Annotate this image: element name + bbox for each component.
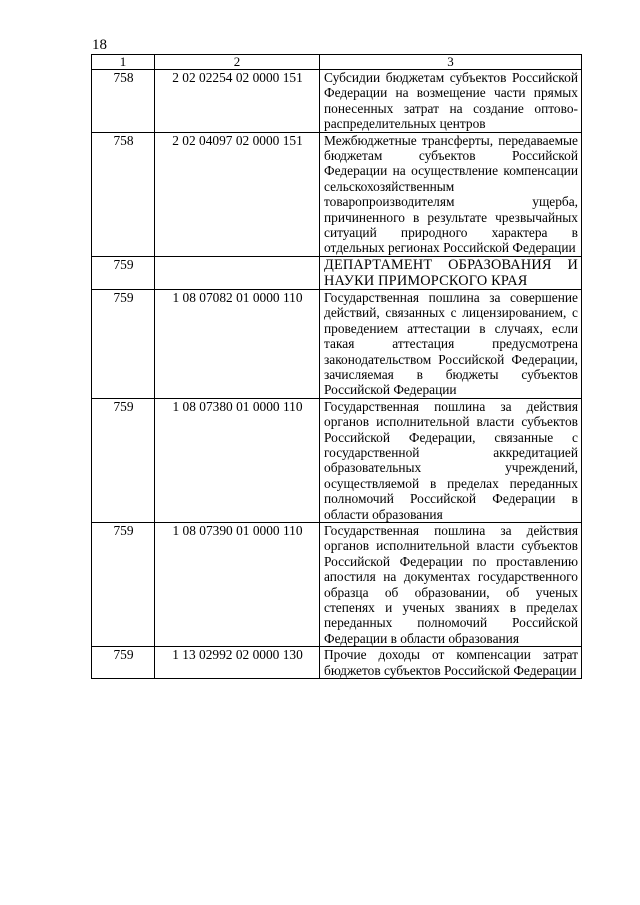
revenue-name-cell: Межбюджетные трансферты, передаваемые бюджетам субъектов Российской Федерации на осуществление компенсации сельскохозяйственным товаропроизводителям ущерба, причиненного в результате чрезвычайных ситуаций природного характера в отдельных регионах Российской Федерации — [320, 132, 582, 256]
admin-code-cell: 758 — [92, 132, 155, 256]
table-row — [92, 522, 582, 646]
column-header-2: 2 — [155, 55, 320, 70]
table-header-row — [92, 55, 582, 70]
revenue-name-cell: Государственная пошлина за действия органов исполнительной власти субъектов Российской Федерации, связанные с государственной аккредитацией образовательных учреждений, осуществляемой в пределах переданных полномочий Российской Федерации в области образования — [320, 398, 582, 522]
revenue-name-cell: Прочие доходы от компенсации затрат бюджетов субъектов Российской Федерации — [320, 647, 582, 679]
table-row — [92, 289, 582, 398]
table-row — [92, 647, 582, 679]
column-header-3: 3 — [320, 55, 582, 70]
kbk-code-cell: 1 08 07082 01 0000 110 — [155, 289, 320, 398]
table-row — [92, 256, 582, 289]
kbk-code-cell: 2 02 02254 02 0000 151 — [155, 70, 320, 133]
revenue-codes-table — [91, 54, 582, 679]
table-row — [92, 70, 582, 133]
kbk-code-cell: 2 02 04097 02 0000 151 — [155, 132, 320, 256]
admin-code-cell: 759 — [92, 522, 155, 646]
table-row — [92, 132, 582, 256]
revenue-name-cell: Государственная пошлина за совершение действий, связанных с лицензированием, с проведением аттестации в случаях, если такая аттестация предусмотрена законодательством Российской Федерации, зачисляемая в бюджеты субъектов Российской Федерации — [320, 289, 582, 398]
column-header-1: 1 — [92, 55, 155, 70]
department-name-cell: ДЕПАРТАМЕНТ ОБРАЗОВАНИЯ И НАУКИ ПРИМОРСКОГО КРАЯ — [320, 256, 582, 289]
kbk-code-cell: 1 13 02992 02 0000 130 — [155, 647, 320, 679]
admin-code-cell: 758 — [92, 70, 155, 133]
table-row — [92, 398, 582, 522]
revenue-name-cell: Государственная пошлина за действия органов исполнительной власти субъектов Российской Федерации по проставлению апостиля на документах государственного образца об образовании, об ученых степенях и ученых званиях в пределах переданных полномочий Российской Федерации в области образования — [320, 522, 582, 646]
admin-code-cell: 759 — [92, 398, 155, 522]
kbk-code-cell — [155, 256, 320, 289]
admin-code-cell: 759 — [92, 256, 155, 289]
page-number: 18 — [92, 37, 107, 53]
admin-code-cell: 759 — [92, 289, 155, 398]
kbk-code-cell: 1 08 07380 01 0000 110 — [155, 398, 320, 522]
kbk-code-cell: 1 08 07390 01 0000 110 — [155, 522, 320, 646]
revenue-name-cell: Субсидии бюджетам субъектов Российской Федерации на возмещение части прямых понесенных затрат на создание оптово-распределительных центров — [320, 70, 582, 133]
admin-code-cell: 759 — [92, 647, 155, 679]
